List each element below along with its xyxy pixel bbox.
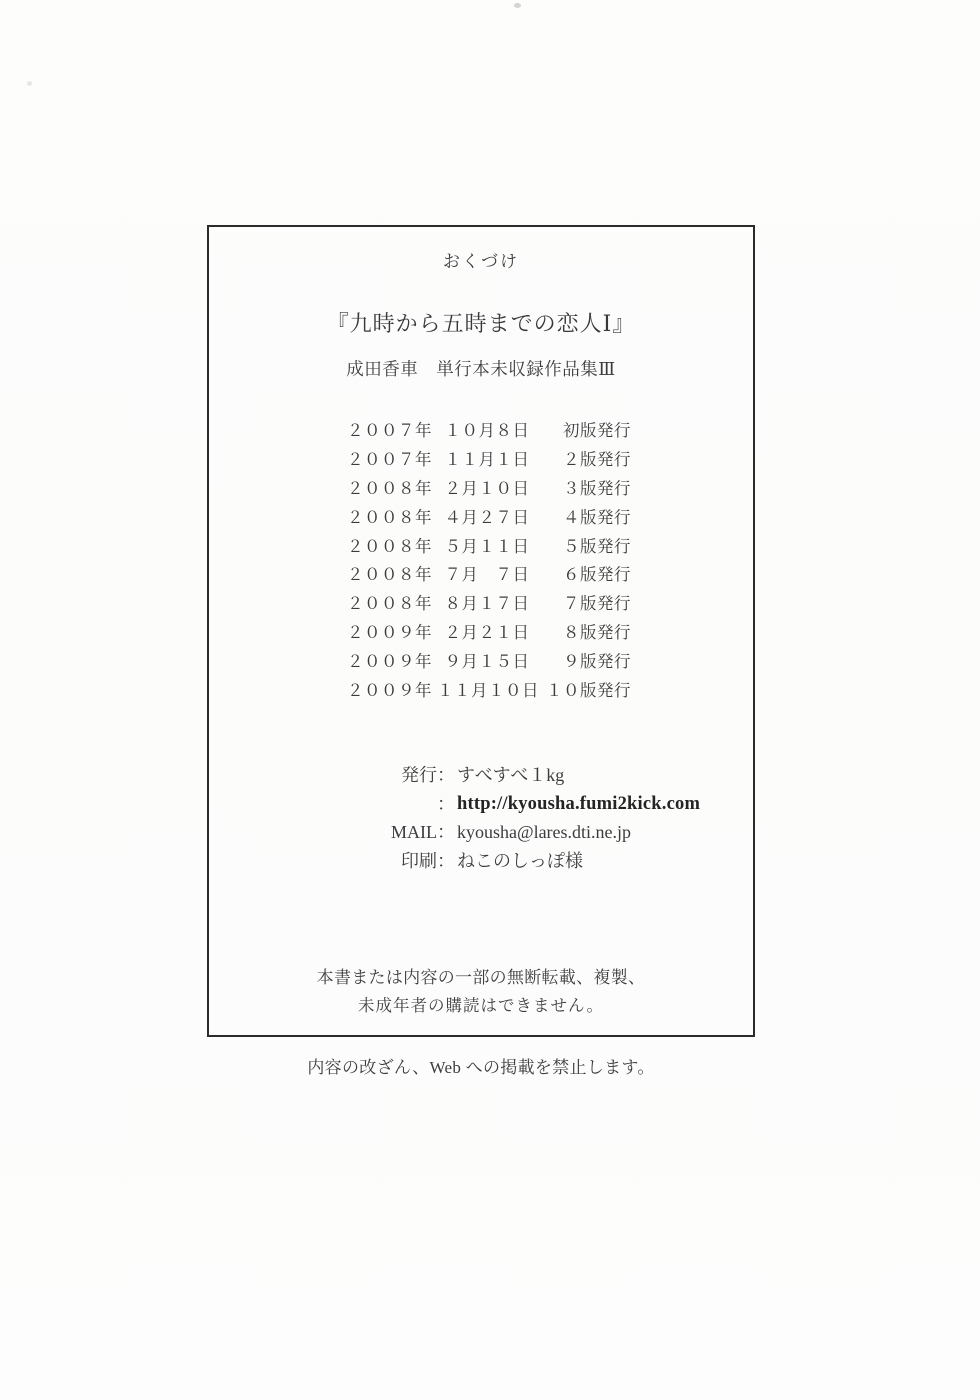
edition-year: ２００９年	[347, 622, 432, 642]
edition-label: 初版発行	[563, 421, 631, 441]
edition-label: ２版発行	[563, 450, 631, 470]
edition-year: ２００８年	[347, 478, 432, 498]
publisher-colon: ：	[437, 822, 455, 843]
edition-year: ２００７年	[347, 421, 432, 441]
edition-date: ２月１０日	[444, 478, 530, 498]
edition-label: ６版発行	[563, 565, 631, 585]
edition-date: １１月１日	[444, 450, 530, 470]
edition-year: ２００８年	[347, 594, 432, 614]
copyright-notice-line1: 本書または内容の一部の無断転載、複製、	[316, 968, 646, 987]
publisher-row	[209, 847, 753, 876]
edition-date: １０月８日	[444, 421, 530, 441]
publisher-label: 印刷	[401, 850, 437, 871]
author-line: 成田香車 単行本未収録作品集Ⅲ	[346, 359, 616, 379]
publisher-info	[209, 761, 753, 875]
publisher-colon: ：	[437, 765, 455, 785]
print-history-row	[209, 415, 753, 444]
book-title: 『九時から五時までの恋人Ⅰ』	[326, 311, 636, 336]
scan-speck	[27, 81, 32, 86]
publisher-row	[209, 818, 753, 847]
edition-year: ２００８年	[347, 507, 432, 527]
edition-label: ５版発行	[563, 536, 631, 556]
edition-label: ８版発行	[563, 622, 631, 642]
print-history-row	[209, 559, 753, 588]
publisher-label: MAIL	[391, 822, 437, 843]
edition-label: １０版発行	[546, 680, 631, 700]
publisher-website-url: http://kyousha.fumi2kick.com	[457, 793, 701, 814]
edition-year: ２００９年	[347, 651, 432, 671]
edition-year: ２００８年	[347, 536, 432, 556]
age-restriction-notice: 未成年者の購読はできません。	[358, 996, 604, 1015]
publisher-row	[209, 761, 753, 790]
edition-date: ４月２７日	[444, 507, 530, 527]
edition-date: ９月１５日	[444, 651, 530, 671]
print-history-row	[209, 645, 753, 674]
edition-year: ２００８年	[347, 565, 432, 585]
print-history-list	[209, 415, 753, 703]
copyright-notice-line2: 内容の改ざん、Web への掲載を禁止します。	[307, 1058, 655, 1077]
print-history-row	[209, 444, 753, 473]
print-history-row	[209, 588, 753, 617]
edition-year: ２００７年	[347, 450, 432, 470]
edition-label: ７版発行	[563, 594, 631, 614]
edition-date: ２月２１日	[444, 622, 530, 642]
edition-label: ３版発行	[563, 478, 631, 498]
edition-label: ９版発行	[563, 651, 631, 671]
publisher-colon: ：	[437, 793, 455, 814]
publisher-colon: ：	[437, 850, 455, 871]
edition-date: １１月１０日	[437, 680, 539, 700]
edition-label: ４版発行	[563, 507, 631, 527]
publisher-label	[285, 790, 437, 819]
edition-year: ２００９年	[347, 680, 432, 700]
publisher-email: kyousha@lares.dti.ne.jp	[457, 822, 632, 843]
publisher-row	[209, 790, 753, 819]
publisher-label: 発行	[401, 765, 437, 785]
print-history-row	[209, 501, 753, 530]
publisher-circle-name: すべすべ１kg	[457, 765, 565, 785]
scan-speck	[514, 3, 521, 8]
edition-date: ５月１１日	[444, 536, 530, 556]
colophon-box	[207, 225, 755, 1077]
print-history-row	[209, 530, 753, 559]
printer-name: ねこのしっぽ様	[457, 850, 583, 871]
print-history-row	[209, 674, 753, 703]
print-history-row	[209, 473, 753, 502]
edition-date: ８月１７日	[444, 594, 530, 614]
colophon-header: おくづけ	[443, 252, 519, 271]
print-history-row	[209, 617, 753, 646]
edition-date: ７月 ７日	[444, 565, 530, 585]
copyright-notice	[209, 903, 753, 1143]
